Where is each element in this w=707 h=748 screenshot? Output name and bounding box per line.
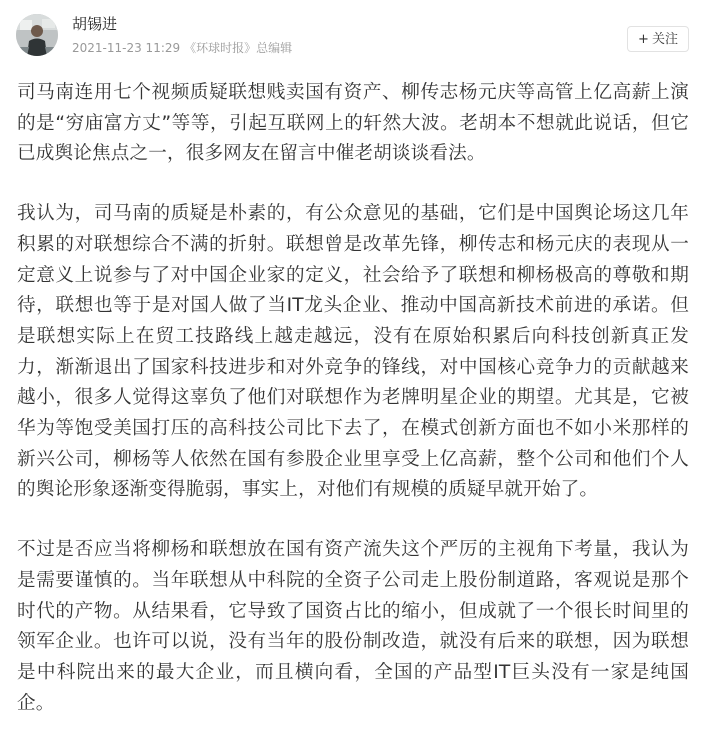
article-paragraph: 司马南连用七个视频质疑联想贱卖国有资产、柳传志杨元庆等高管上亿高薪上演的是“穷庙富方丈”等等，引起互联网上的轩然大波。老胡本不想就此说话，但它已成舆论焦点之一，很多网友在留言中催老胡谈谈看法。	[17, 82, 689, 165]
plus-icon: +	[638, 32, 649, 47]
article-body	[17, 78, 689, 748]
author-source: 《环球时报》总编辑	[184, 41, 293, 55]
article-header	[0, 0, 707, 70]
article-paragraph: 我认为，司马南的质疑是朴素的，有公众意见的基础，它们是中国舆论场这几年积累的对联想综合不满的折射。联想曾是改革先锋，柳传志和杨元庆的表现从一定意义上说参与了对中国企业家的定义，社会给予了联想和柳杨极高的尊敬和期待，联想也等于是对国人做了当IT龙头企业、推动中国高新技术前进的承诺。但是联想实际上在贸工技路线上越走越远，没有在原始积累后向科技创新真正发力，渐渐退出了国家科技进步和对外竞争的锋线，对中国核心竞争力的贡献越来越小，很多人觉得这辜负了他们对联想作为老牌明星企业的期望。尤其是，它被华为等饱受美国打压的高科技公司比下去了，在模式创新方面也不如小米那样的新兴公司，柳杨等人依然在国有参股企业里享受上亿高薪，整个公司和他们个人的舆论形象逐渐变得脆弱，事实上，对他们有规模的质疑早就开始了。	[17, 203, 689, 501]
post-meta	[72, 40, 292, 56]
article-paragraph: 不过是否应当将柳杨和联想放在国有资产流失这个严厉的主视角下考量，我认为是需要谨慎的。当年联想从中科院的全资子公司走上股份制道路，客观说是那个时代的产物。从结果看，它导致了国资占比的缩小，但成就了一个很长时间里的领军企业。也许可以说，没有当年的股份制改造，就没有后来的联想，因为联想是中科院出来的最大企业，而且横向看，全国的产品型IT巨头没有一家是纯国企。	[17, 539, 689, 714]
author-avatar[interactable]	[16, 14, 58, 56]
author-name[interactable]: 胡锡进	[72, 15, 118, 33]
follow-button[interactable]	[627, 26, 689, 52]
post-datetime: 2021-11-23 11:29	[72, 41, 181, 55]
avatar-photo	[16, 14, 58, 56]
follow-button-label: 关注	[651, 32, 678, 47]
